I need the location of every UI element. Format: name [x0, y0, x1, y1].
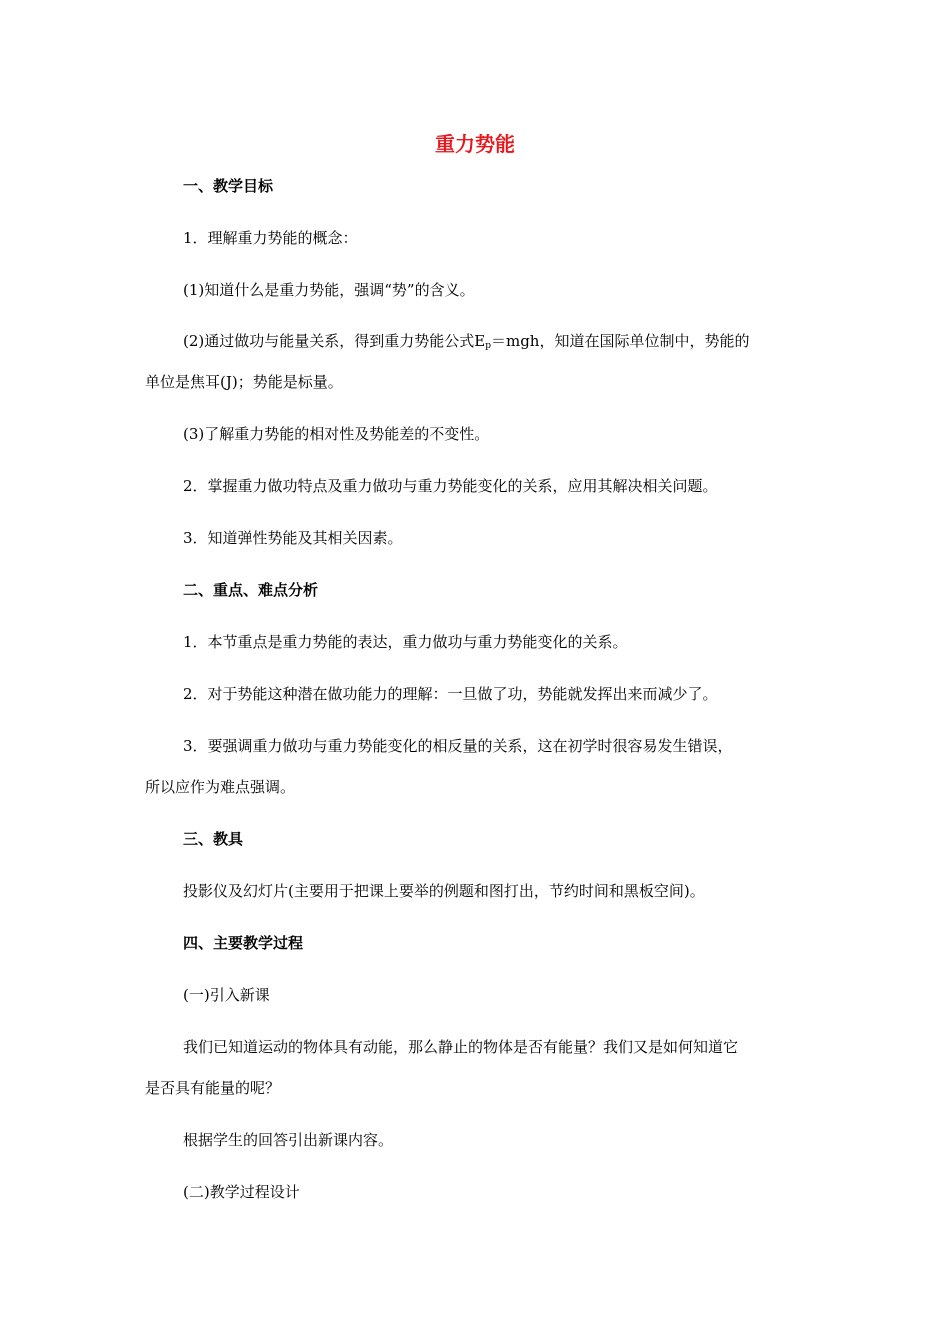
- section-heading-teaching-aids: 三、教具: [183, 830, 244, 848]
- paragraph: (1)知道什么是重力势能，强调“势”的含义。: [183, 281, 475, 299]
- paragraph-formula: [183, 330, 810, 352]
- paragraph: 1．本节重点是重力势能的表达，重力做功与重力势能变化的关系。: [183, 633, 628, 651]
- formula-text-suffix: ＝mgh，知道在国际单位制中，势能的: [490, 332, 750, 350]
- section-heading-objectives: 一、教学目标: [183, 177, 274, 195]
- paragraph: 1．理解重力势能的概念：: [183, 229, 358, 247]
- section-heading-key-points: 二、重点、难点分析: [183, 581, 319, 599]
- paragraph-continuation: 所以应作为难点强调。: [145, 778, 296, 796]
- section-heading-teaching-process: 四、主要教学过程: [183, 934, 304, 952]
- paragraph-continuation: 是否具有能量的呢？: [145, 1079, 281, 1097]
- page-title: 重力势能: [435, 132, 515, 156]
- paragraph: 根据学生的回答引出新课内容。: [183, 1131, 394, 1149]
- paragraph-continuation: 单位是焦耳(J)；势能是标量。: [145, 373, 343, 391]
- paragraph: 2．对于势能这种潜在做功能力的理解：一旦做了功，势能就发挥出来而减少了。: [183, 685, 718, 703]
- subsection-heading: (一)引入新课: [183, 986, 270, 1004]
- formula-text-prefix: (2)通过做功与能量关系，得到重力势能公式E: [183, 332, 486, 350]
- paragraph: 3．知道弹性势能及其相关因素。: [183, 529, 403, 547]
- paragraph: 2．掌握重力做功特点及重力做功与重力势能变化的关系，应用其解决相关问题。: [183, 477, 718, 495]
- paragraph: 3．要强调重力做功与重力势能变化的相反量的关系，这在初学时很容易发生错误，: [183, 737, 733, 755]
- formula-subscript: p: [485, 341, 491, 351]
- paragraph: 投影仪及幻灯片(主要用于把课上要举的例题和图打出，节约时间和黑板空间)。: [183, 882, 705, 900]
- subsection-heading: (二)教学过程设计: [183, 1183, 300, 1201]
- paragraph: (3)了解重力势能的相对性及势能差的不变性。: [183, 425, 490, 443]
- paragraph: 我们已知道运动的物体具有动能，那么静止的物体是否有能量？我们又是如何知道它: [183, 1038, 739, 1056]
